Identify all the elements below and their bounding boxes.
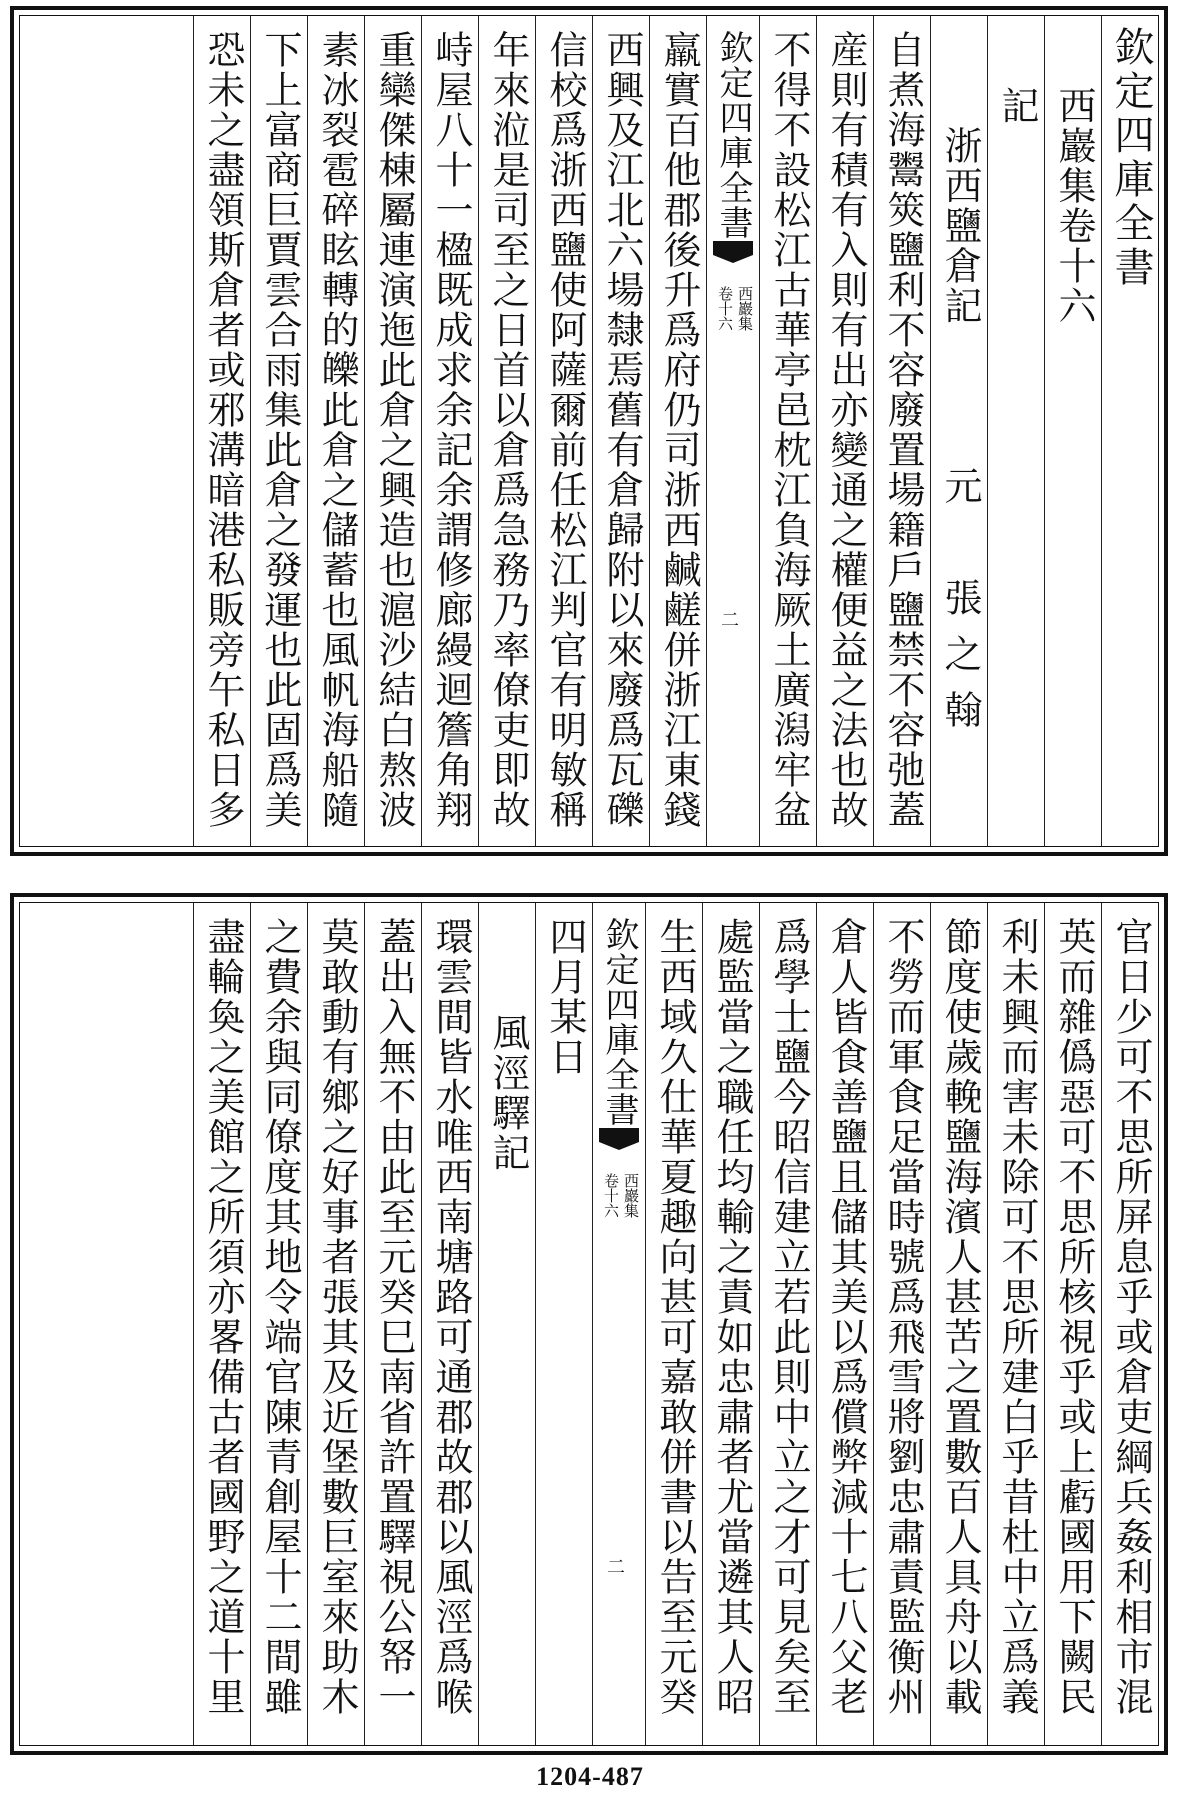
center-fold-column (706, 16, 759, 846)
page-header: 欽定四庫全書 (1108, 26, 1154, 290)
text-column (364, 903, 421, 1745)
book-title: 西巖集卷十六 (1052, 86, 1096, 326)
text-column (1101, 903, 1158, 1745)
leaf-number: 二 (607, 1557, 625, 1578)
text-line: 利未興而害未除可不思所建白乎昔杜中立爲義 (995, 917, 1039, 1717)
text-line: 環雲間皆水唯西南塘路可通郡故郡以風涇爲喉 (429, 917, 473, 1717)
center-book-name: 西巖集 (736, 286, 754, 331)
text-column (478, 16, 535, 846)
footer-page-number: 1204-487 (536, 1762, 644, 1791)
text-line: 年來涖是司至之日首以倉爲急務乃率僚吏即故 (486, 30, 530, 830)
leaf-number: 二 (721, 610, 739, 631)
center-fold-column (592, 903, 645, 1745)
top-page-frame (19, 15, 1159, 847)
text-line: 盡輪奐之美館之所須亦畧備古者國野之道十里 (201, 917, 245, 1717)
text-line: 處監當之職任均輸之責如忠肅者尤當遴其人昭 (710, 917, 754, 1717)
essay-title: 風涇驛記 (486, 1013, 530, 1173)
text-column (535, 16, 592, 846)
text-column (645, 903, 702, 1745)
text-line: 英而雜僞惡可不思所核視乎或上虧國用下闕民 (1052, 917, 1096, 1717)
center-title: 欽定四庫全書 (713, 30, 753, 240)
text-column (816, 903, 873, 1745)
text-column (307, 903, 364, 1745)
section-label-column (987, 16, 1044, 846)
text-column (421, 16, 478, 846)
author-line: 元 張之翰 (938, 466, 982, 746)
center-volume: 卷十六 (716, 286, 734, 331)
bottom-page-frame (19, 902, 1159, 1746)
text-line: 重欒傑棟屬連演迤此倉之興造也滬沙結白熬波 (372, 30, 416, 830)
text-line: 生西域久仕華夏趣向甚可嘉敢併書以告至元癸 (653, 917, 697, 1717)
text-column (364, 16, 421, 846)
essay-title: 浙西鹽倉記 (938, 126, 982, 326)
header-column (1101, 16, 1158, 846)
center-book-name: 西巖集 (622, 1173, 640, 1218)
text-line: 莫敢動有鄉之好事者張其及近堡數巨室來助木 (315, 917, 359, 1717)
text-column (987, 903, 1044, 1745)
text-column (421, 903, 478, 1745)
date-line: 四月某日 (543, 917, 587, 1077)
text-line: 下上富商巨賈雲合雨集此倉之發運也此固爲美 (258, 30, 302, 830)
fishtail-ornament-icon (713, 241, 753, 263)
top-page (10, 6, 1168, 856)
essay-title-column (930, 16, 987, 846)
bottom-page-columns (20, 903, 1158, 1745)
text-column (307, 16, 364, 846)
text-line: 倉人皆食善鹽且儲其美以爲償弊減十七八父老 (824, 917, 868, 1717)
text-column (759, 903, 816, 1745)
text-line: 羸實百他郡後升爲府仍司浙西鹹鹺併浙江東錢 (657, 30, 701, 830)
section-label: 記 (995, 86, 1039, 126)
text-column (193, 903, 250, 1745)
text-line: 西興及江北六場隸焉舊有倉歸附以來廢爲瓦礫 (600, 30, 644, 830)
text-column (649, 16, 706, 846)
top-page-columns (20, 16, 1158, 846)
center-book-info (599, 1173, 641, 1313)
text-line: 官日少可不思所屏息乎或倉吏綱兵姦利相市混 (1109, 917, 1153, 1717)
text-line: 自煮海鬻筴鹽利不容廢置場籍戶鹽禁不容弛蓋 (881, 30, 925, 830)
text-line: 蓋出入無不由此至元癸巳南省許置驛視公帑一 (372, 917, 416, 1717)
text-line: 信校爲浙西鹽使阿薩爾前任松江判官有明敏稱 (543, 30, 587, 830)
text-column (873, 903, 930, 1745)
text-column (250, 16, 307, 846)
center-volume: 卷十六 (602, 1173, 620, 1218)
essay-title-column (478, 903, 535, 1745)
text-line: 不勞而軍食足當時號爲飛雪將劉忠肅責監衡州 (881, 917, 925, 1717)
text-column (193, 16, 250, 846)
fishtail-ornament-icon (599, 1128, 639, 1150)
text-column (1044, 903, 1101, 1745)
text-column (592, 16, 649, 846)
text-column (816, 16, 873, 846)
text-line: 恐未之盡領斯倉者或邪溝暗港私販旁午私日多 (201, 30, 245, 830)
text-line: 産則有積有入則有出亦變通之權便益之法也故 (824, 30, 868, 830)
text-line: 節度使歲輓鹽海濱人甚苦之置數百人具舟以載 (938, 917, 982, 1717)
date-column (535, 903, 592, 1745)
text-line: 不得不設松江古華亭邑枕江負海厥土廣潟牢盆 (767, 30, 811, 830)
text-line: 峙屋八十一楹既成求余記余謂修廊縵迴簷角翔 (429, 30, 473, 830)
text-line: 爲學士鹽今昭信建立若此則中立之才可見矣至 (767, 917, 811, 1717)
text-line: 素冰裂雹碎眩轉的皪此倉之儲蓄也風帆海船隨 (315, 30, 359, 830)
text-column (873, 16, 930, 846)
text-column (930, 903, 987, 1745)
text-column (759, 16, 816, 846)
text-column (250, 903, 307, 1745)
center-title: 欽定四庫全書 (599, 917, 639, 1127)
center-book-info (713, 286, 755, 426)
text-line: 之費余與同僚度其地令端官陳青創屋十二間雖 (258, 917, 302, 1717)
book-title-column (1044, 16, 1101, 846)
bottom-page (10, 893, 1168, 1755)
text-column (702, 903, 759, 1745)
